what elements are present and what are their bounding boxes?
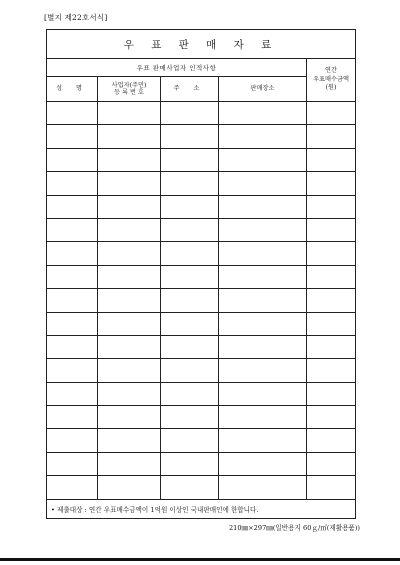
table-row (47, 429, 356, 452)
table-row (47, 265, 356, 288)
registration-number-cell[interactable] (98, 172, 161, 195)
name-header-text: 성 명 (56, 85, 88, 93)
address-column-header (161, 77, 219, 102)
annual-amount-cell[interactable] (307, 452, 356, 475)
sales-place-cell[interactable] (219, 195, 307, 218)
sales-place-cell[interactable] (219, 102, 307, 125)
annual-amount-cell[interactable] (307, 265, 356, 288)
address-cell[interactable] (161, 172, 219, 195)
registration-number-cell[interactable] (98, 335, 161, 358)
address-cell[interactable] (161, 265, 219, 288)
sales-place-cell[interactable] (219, 429, 307, 452)
name-cell[interactable] (47, 148, 98, 171)
sales-place-cell[interactable] (219, 125, 307, 148)
address-cell[interactable] (161, 242, 219, 265)
sales-place-cell[interactable] (219, 476, 307, 499)
address-cell[interactable] (161, 359, 219, 382)
table-row (47, 452, 356, 475)
annual-amount-cell[interactable] (307, 172, 356, 195)
registration-number-cell[interactable] (98, 359, 161, 382)
address-cell[interactable] (161, 382, 219, 405)
form-title: 우 표 판 매 자 료 (47, 30, 356, 59)
registration-number-cell[interactable] (98, 102, 161, 125)
address-header-text: 주 소 (173, 85, 206, 93)
annual-amount-cell[interactable] (307, 242, 356, 265)
seller-info-group-header: 우표 판매사업자 인적사항 (47, 59, 307, 77)
registration-number-column-header (98, 77, 161, 102)
name-cell[interactable] (47, 359, 98, 382)
annual-amount-cell[interactable] (307, 335, 356, 358)
annual-amount-cell[interactable] (307, 406, 356, 429)
address-cell[interactable] (161, 452, 219, 475)
registration-number-cell[interactable] (98, 476, 161, 499)
sales-place-cell[interactable] (219, 406, 307, 429)
table-row (47, 102, 356, 125)
table-row (47, 218, 356, 241)
registration-number-cell[interactable] (98, 195, 161, 218)
sales-place-cell[interactable] (219, 218, 307, 241)
sales-place-cell[interactable] (219, 242, 307, 265)
address-cell[interactable] (161, 335, 219, 358)
name-cell[interactable] (47, 125, 98, 148)
address-cell[interactable] (161, 102, 219, 125)
table-row (47, 406, 356, 429)
name-cell[interactable] (47, 172, 98, 195)
sales-place-cell[interactable] (219, 265, 307, 288)
registration-number-cell[interactable] (98, 382, 161, 405)
sales-place-cell[interactable] (219, 359, 307, 382)
bottom-rule (0, 558, 400, 561)
name-cell[interactable] (47, 406, 98, 429)
biz-header-line-1: 사업자(주민) (111, 81, 147, 89)
table-row (47, 312, 356, 335)
name-cell[interactable] (47, 382, 98, 405)
table-row (47, 289, 356, 312)
registration-number-cell[interactable] (98, 289, 161, 312)
registration-number-cell[interactable] (98, 429, 161, 452)
address-cell[interactable] (161, 406, 219, 429)
table-row (47, 359, 356, 382)
address-cell[interactable] (161, 429, 219, 452)
table-row (47, 242, 356, 265)
name-cell[interactable] (47, 218, 98, 241)
name-cell[interactable] (47, 102, 98, 125)
sales-place-column-header: 판매장소 (219, 77, 307, 102)
name-cell[interactable] (47, 476, 98, 499)
annual-amount-cell[interactable] (307, 125, 356, 148)
annual-header-line-1: 연간 (325, 66, 337, 74)
name-cell[interactable] (47, 452, 98, 475)
name-column-header (47, 77, 98, 102)
table-row (47, 148, 356, 171)
annual-header-line-2: 우표매수금액 (313, 75, 349, 83)
address-cell[interactable] (161, 125, 219, 148)
annual-amount-cell[interactable] (307, 195, 356, 218)
annual-amount-cell[interactable] (307, 102, 356, 125)
sales-place-cell[interactable] (219, 172, 307, 195)
registration-number-cell[interactable] (98, 265, 161, 288)
sales-place-cell[interactable] (219, 148, 307, 171)
registration-number-cell[interactable] (98, 148, 161, 171)
sales-place-cell[interactable] (219, 289, 307, 312)
name-cell[interactable] (47, 289, 98, 312)
annual-amount-cell[interactable] (307, 289, 356, 312)
address-cell[interactable] (161, 476, 219, 499)
annual-amount-cell[interactable] (307, 382, 356, 405)
name-cell[interactable] (47, 429, 98, 452)
table-row (47, 335, 356, 358)
form-number-label: [별지 제22호서식] (44, 13, 108, 22)
annual-amount-cell[interactable] (307, 218, 356, 241)
registration-number-cell[interactable] (98, 125, 161, 148)
registration-number-cell[interactable] (98, 242, 161, 265)
name-cell[interactable] (47, 335, 98, 358)
table-row (47, 125, 356, 148)
annual-amount-cell[interactable] (307, 148, 356, 171)
name-cell[interactable] (47, 195, 98, 218)
sales-place-cell[interactable] (219, 452, 307, 475)
address-cell[interactable] (161, 148, 219, 171)
stamp-sales-form-table (46, 29, 356, 519)
annual-purchase-amount-header (307, 59, 356, 102)
biz-header-line-2: 등 록 번 호 (114, 89, 144, 96)
registration-number-cell[interactable] (98, 406, 161, 429)
table-row (47, 476, 356, 499)
annual-amount-cell[interactable] (307, 359, 356, 382)
sales-place-cell[interactable] (219, 335, 307, 358)
registration-number-cell[interactable] (98, 312, 161, 335)
sales-place-cell[interactable] (219, 312, 307, 335)
submission-note: • 제출대상 : 연간 우표매수금액이 1억원 이상인 국내판매인에 한합니다. (47, 499, 356, 518)
table-row (47, 172, 356, 195)
address-cell[interactable] (161, 218, 219, 241)
name-cell[interactable] (47, 312, 98, 335)
registration-number-cell[interactable] (98, 452, 161, 475)
annual-header-line-3: (원) (325, 84, 337, 92)
address-cell[interactable] (161, 312, 219, 335)
annual-amount-cell[interactable] (307, 312, 356, 335)
name-cell[interactable] (47, 265, 98, 288)
sales-place-cell[interactable] (219, 382, 307, 405)
name-cell[interactable] (47, 242, 98, 265)
table-row (47, 195, 356, 218)
address-cell[interactable] (161, 195, 219, 218)
paper-spec-footer: 210㎜×297㎜(일반용지 60ｇ/㎡(재활용품)) (228, 524, 360, 532)
registration-number-cell[interactable] (98, 218, 161, 241)
annual-amount-cell[interactable] (307, 476, 356, 499)
annual-amount-cell[interactable] (307, 429, 356, 452)
address-cell[interactable] (161, 289, 219, 312)
table-row (47, 382, 356, 405)
data-rows (47, 102, 356, 500)
